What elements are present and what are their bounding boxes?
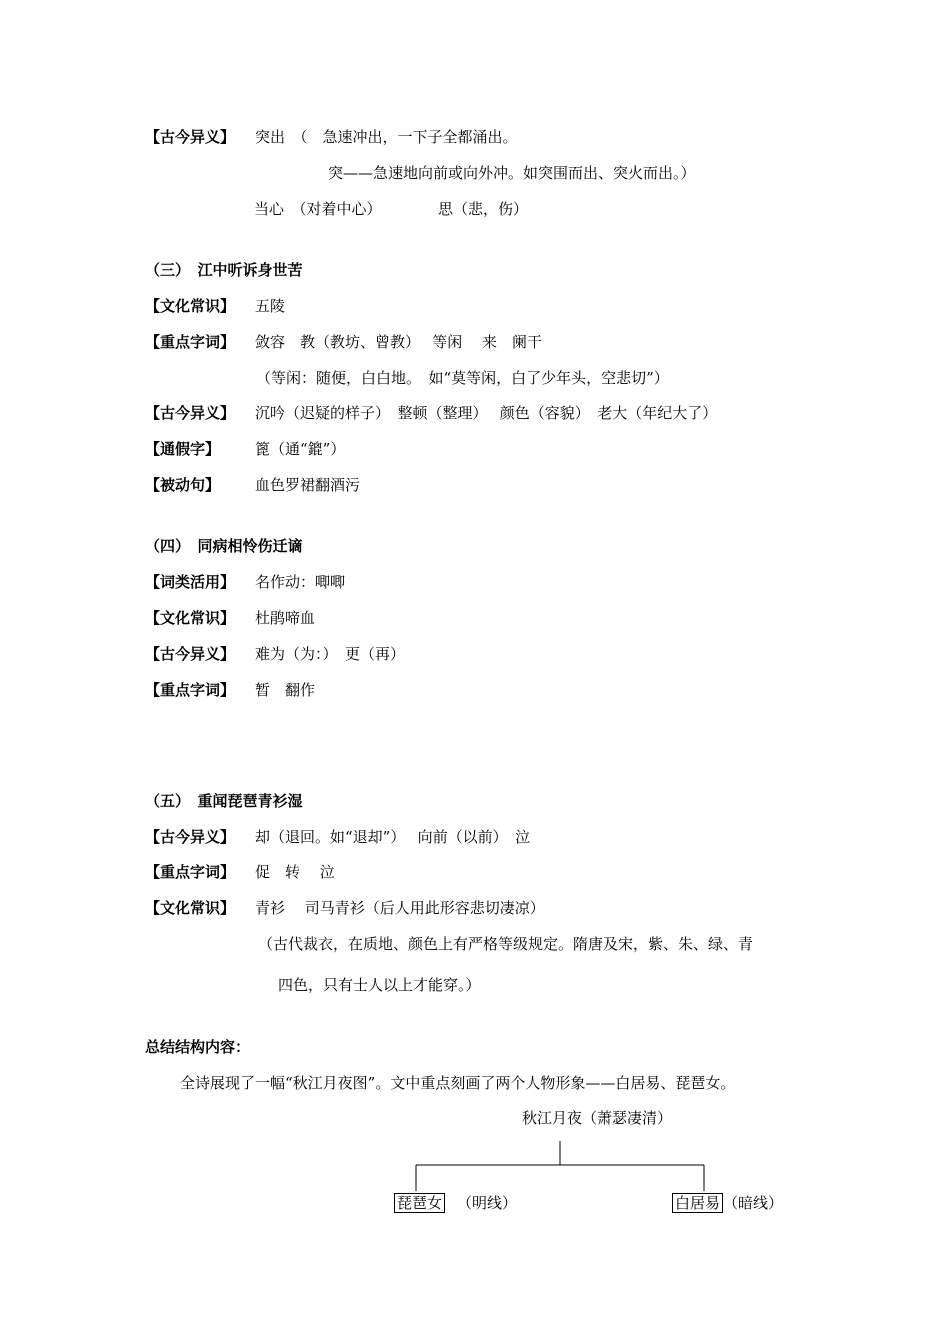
section-4-title: （四） 同病相怜伤迁谪: [145, 537, 303, 555]
row-text: 思（悲，伤）: [438, 200, 529, 218]
row-label: 【通假字】: [145, 440, 221, 458]
row-text: 突出 （ 急速冲出，一下子全都涌出。: [255, 128, 518, 146]
row-label: 【古今异义】: [145, 128, 236, 146]
row-label: 【词类活用】: [145, 573, 236, 591]
row-text: 突——急速地向前或向外冲。如突围而出、突火而出。）: [328, 164, 696, 182]
row-text: 杜鹃啼血: [255, 609, 316, 627]
tree-right-node: [672, 1193, 783, 1213]
row-text: 五陵: [255, 297, 286, 315]
row-text: 四色，只有士人以上才能穿。）: [278, 976, 481, 994]
row-label: 【重点字词】: [145, 333, 236, 351]
row-label: 【古今异义】: [145, 404, 236, 422]
row-label: 【文化常识】: [145, 899, 236, 917]
row-text: 篦（通“鎞”）: [255, 440, 346, 458]
summary-title: 总结结构内容：: [145, 1038, 251, 1056]
row-label: 【重点字词】: [145, 681, 236, 699]
row-text: 名作动：唧唧: [255, 573, 346, 591]
row-text: 当心 （对着中心）: [254, 200, 382, 218]
row-label: 【文化常识】: [145, 609, 236, 627]
tree-left-node: [394, 1193, 517, 1213]
row-text: 沉吟（迟疑的样子） 整顿（整理） 颜色（容貌） 老大（年纪大了）: [255, 404, 718, 422]
row-label: 【文化常识】: [145, 297, 236, 315]
row-label: 【重点字词】: [145, 863, 236, 881]
tree-right-note: （暗线）: [723, 1194, 784, 1212]
row-text: 暂 翻作: [255, 681, 316, 699]
tree-left-label: 琵琶女: [394, 1193, 445, 1213]
row-text: 却（退回。如“退却”） 向前（以前） 泣: [255, 828, 531, 846]
tree-right-label: 白居易: [672, 1193, 723, 1213]
row-text: 敛容 教（教坊、曾教） 等闲 来 阑干: [255, 333, 543, 351]
row-label: 【古今异义】: [145, 645, 236, 663]
row-text: 难为（为：） 更（再）: [255, 645, 406, 663]
tree-left-note: （明线）: [457, 1194, 518, 1212]
section-5-title: （五） 重闻琵琶青衫湿: [145, 792, 303, 810]
section-3-title: （三） 江中听诉身世苦: [145, 261, 303, 279]
tree-root-label: 秋江月夜（萧瑟凄清）: [522, 1109, 673, 1127]
summary-text: 全诗展现了一幅“秋江月夜图”。文中重点刻画了两个人物形象——白居易、琵琶女。: [180, 1074, 736, 1092]
row-text: 促 转 泣: [255, 863, 335, 881]
row-text: 青衫 司马青衫（后人用此形容悲切凄凉）: [255, 899, 545, 917]
row-text: （等闲：随便，白白地。 如“莫等闲，白了少年头，空悲切”）: [256, 369, 669, 387]
row-text: 血色罗裙翻酒污: [255, 476, 361, 494]
row-label: 【被动句】: [145, 476, 221, 494]
row-text: （古代裁衣，在质地、颜色上有严格等级规定。隋唐及宋，紫、朱、绿、青: [258, 935, 754, 953]
row-label: 【古今异义】: [145, 828, 236, 846]
